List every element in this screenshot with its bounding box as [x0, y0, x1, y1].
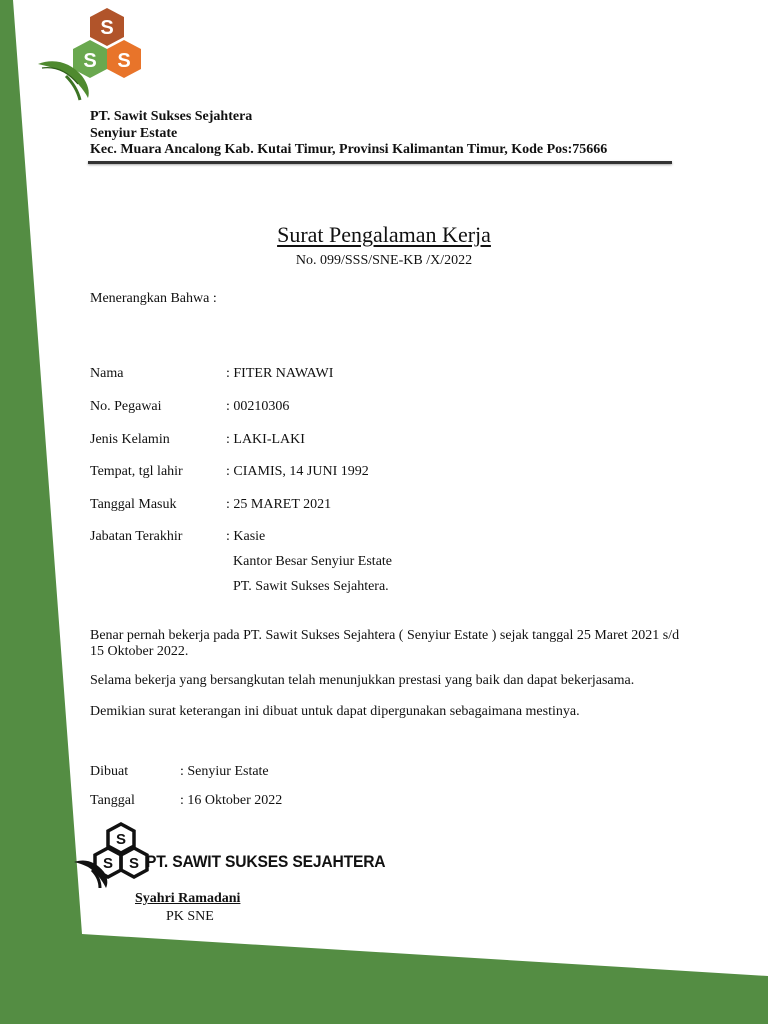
svg-text:S: S [128, 855, 140, 872]
intro-text: Menerangkan Bahwa : [90, 291, 217, 306]
company-address: Kec. Muara Ancalong Kab. Kutai Timur, Provinsi Kalimantan Timur, Kode Pos:75666 [90, 142, 608, 157]
value-tanggal-masuk: : 25 MARET 2021 [226, 497, 332, 512]
paragraph-performance: Selama bekerja yang bersangkutan telah menunjukkan prestasi yang baik dan dapat bekerjasama. [90, 673, 635, 688]
value-jabatan-perusahaan: PT. Sawit Sukses Sejahtera. [233, 579, 389, 594]
label-tanggal: Tanggal [90, 793, 135, 808]
svg-text:S: S [102, 855, 114, 872]
svg-text:S: S [115, 831, 127, 848]
value-jabatan-kantor: Kantor Besar Senyiur Estate [233, 554, 393, 569]
svg-text:S: S [117, 50, 131, 72]
stamp-company-name: PT. SAWIT SUKSES SEJAHTERA [146, 852, 386, 871]
value-tanggal: : 16 Oktober 2022 [180, 793, 283, 808]
document-title: Surat Pengalaman Kerja [277, 222, 491, 247]
company-logo-icon [36, 6, 150, 102]
label-jabatan-terakhir: Jabatan Terakhir [90, 529, 183, 544]
signer-name: Syahri Ramadani [135, 891, 241, 906]
label-jenis-kelamin: Jenis Kelamin [90, 432, 170, 447]
signer-position: PK SNE [166, 909, 214, 924]
label-nama: Nama [90, 366, 124, 381]
label-dibuat: Dibuat [90, 764, 129, 779]
estate-name: Senyiur Estate [90, 125, 178, 141]
label-no-pegawai: No. Pegawai [90, 399, 162, 414]
paragraph-employment: Benar pernah bekerja pada PT. Sawit Sukses Sejahtera ( Senyiur Estate ) sejak tanggal 25 Maret 2021 s/d 15 Oktober 2022. [90, 628, 680, 659]
value-jabatan-terakhir: : Kasie [226, 529, 266, 544]
company-name: PT. Sawit Sukses Sejahtera [90, 109, 253, 124]
value-tempat-tgl-lahir: : CIAMIS, 14 JUNI 1992 [226, 464, 369, 479]
value-jenis-kelamin: : LAKI-LAKI [226, 432, 305, 447]
value-dibuat: : Senyiur Estate [180, 764, 269, 779]
paragraph-closing: Demikian surat keterangan ini dibuat untuk dapat dipergunakan sebagaimana mestinya. [90, 704, 580, 719]
document-number: No. 099/SSS/SNE-KB /X/2022 [295, 253, 473, 268]
header-divider [88, 161, 672, 164]
svg-text:S: S [83, 50, 97, 72]
value-nama: : FITER NAWAWI [226, 366, 334, 381]
value-no-pegawai: : 00210306 [226, 399, 290, 414]
label-tanggal-masuk: Tanggal Masuk [90, 497, 177, 512]
letterhead [90, 109, 607, 159]
svg-text:S: S [100, 17, 114, 39]
label-tempat-tgl-lahir: Tempat, tgl lahir [90, 464, 183, 479]
